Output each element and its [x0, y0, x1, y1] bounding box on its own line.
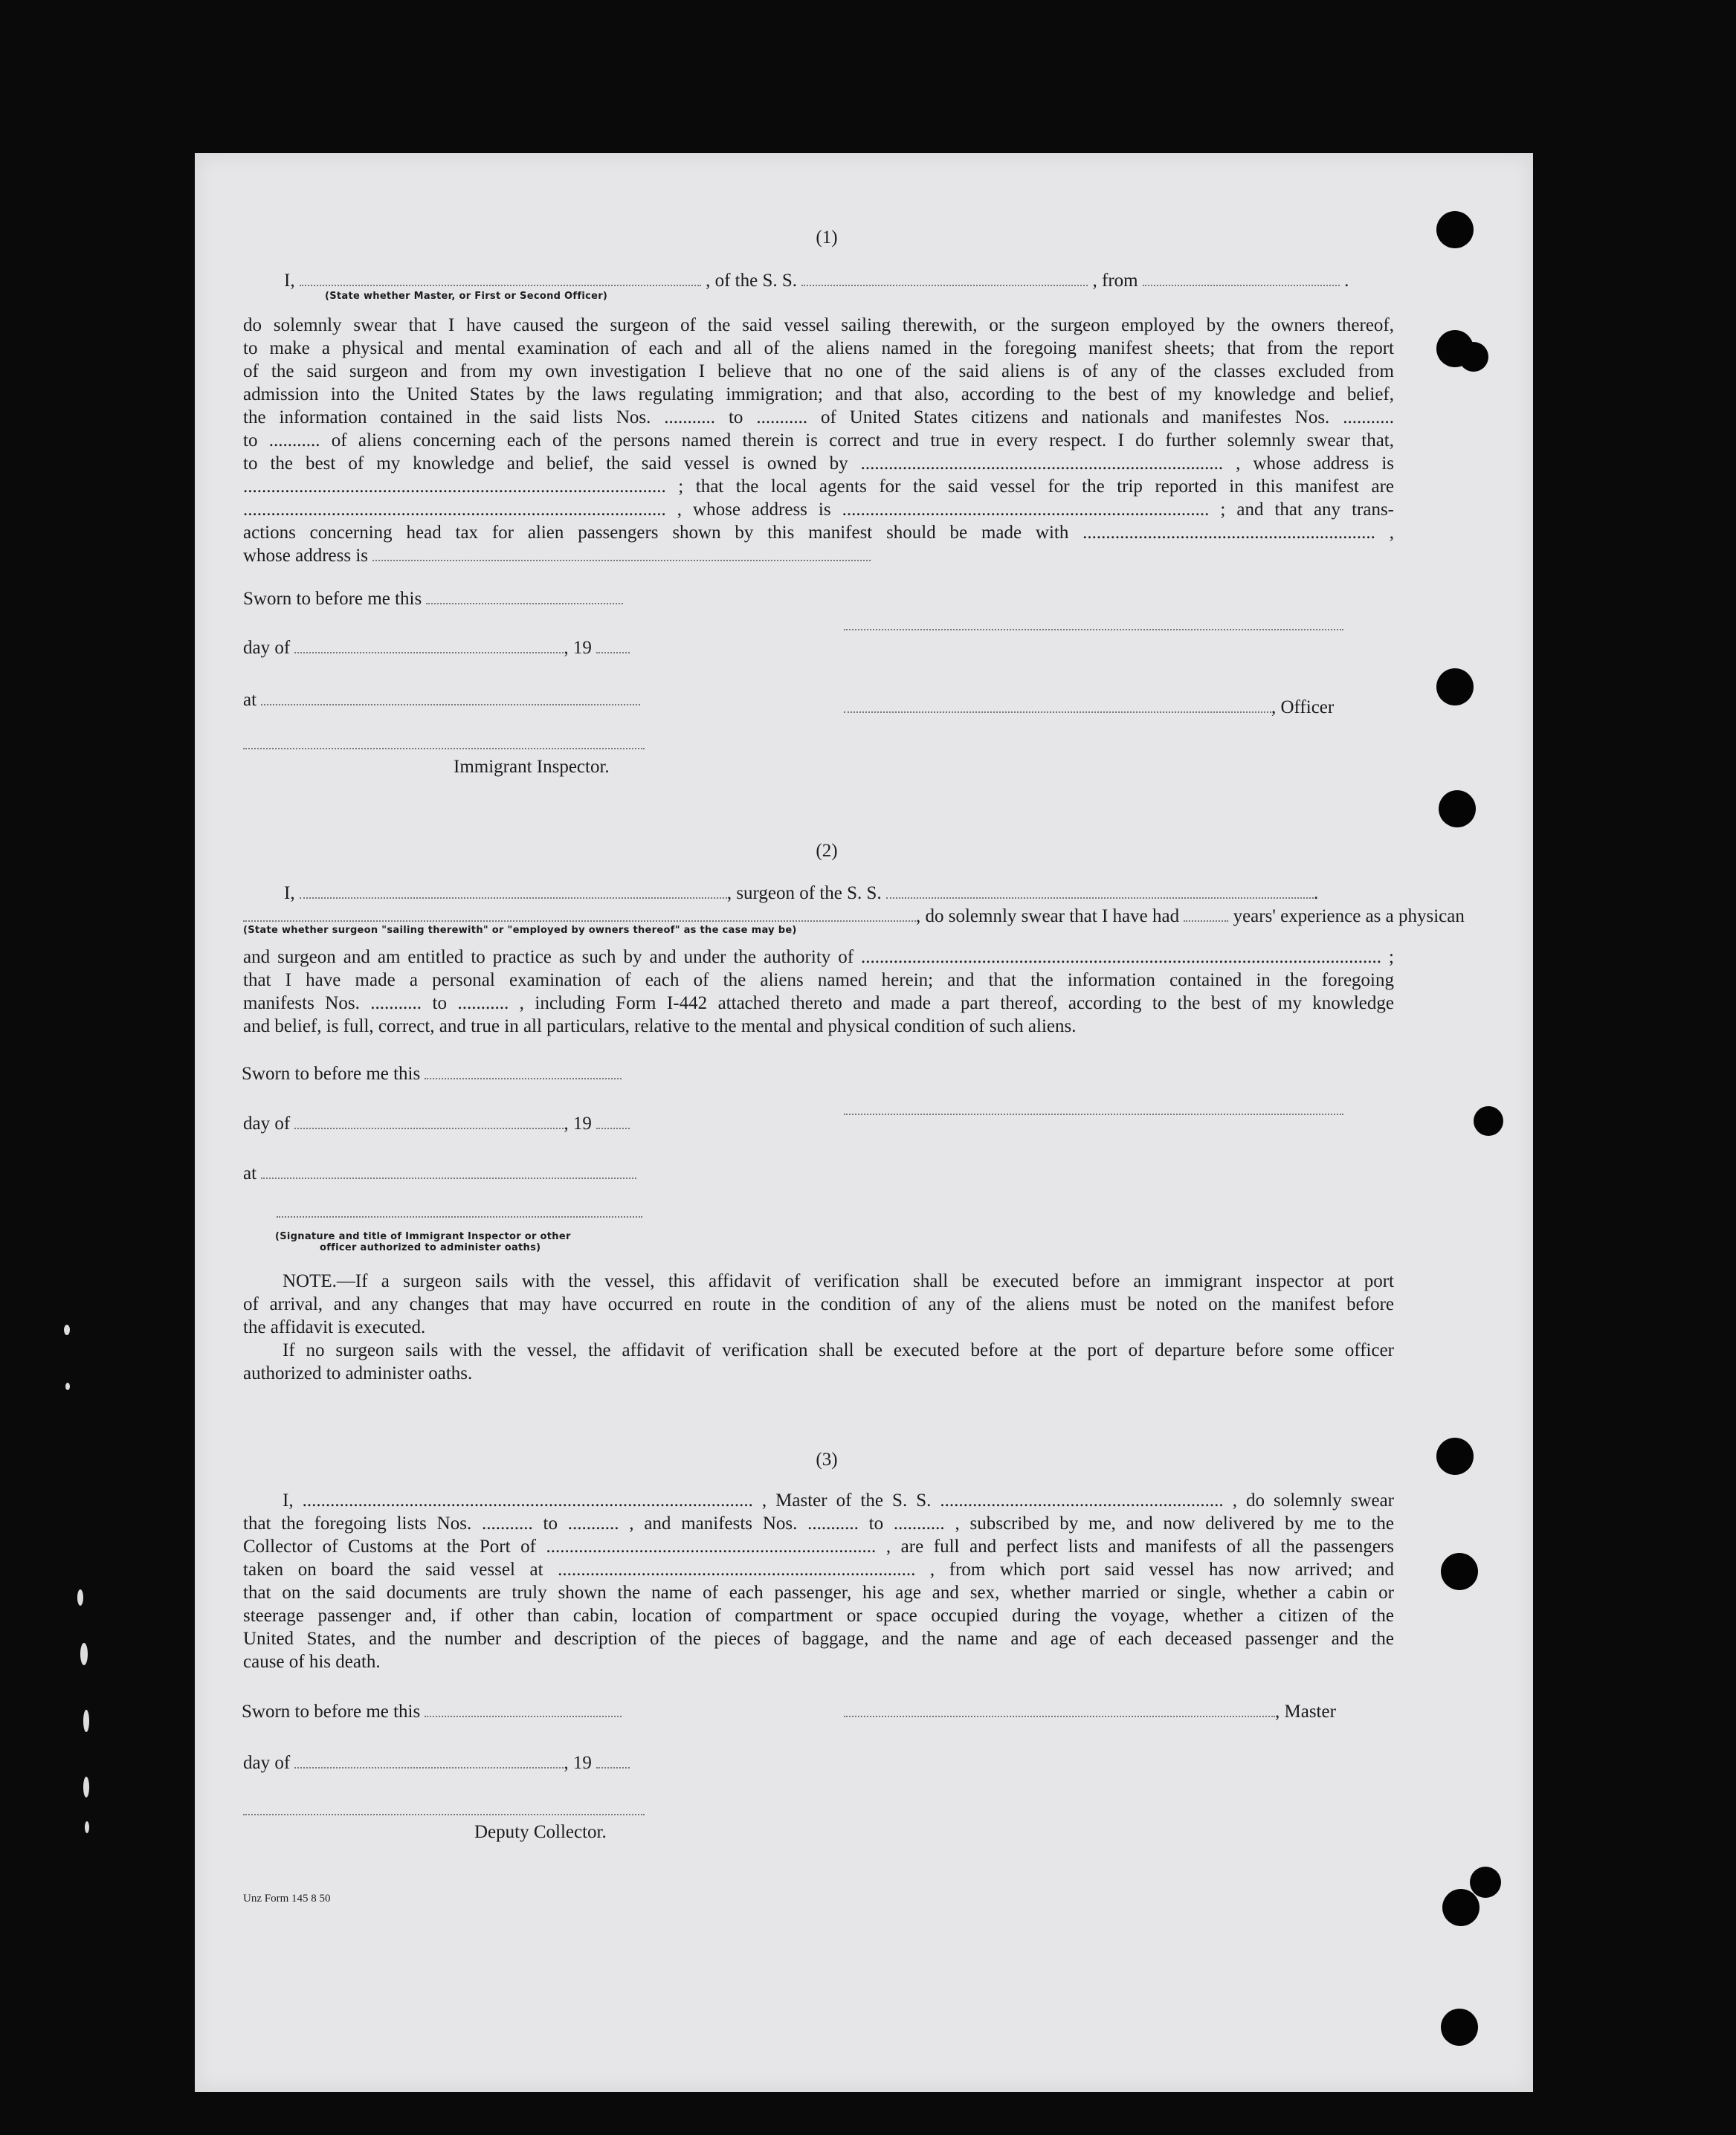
scan-speck: [83, 1710, 89, 1732]
scan-speck: [83, 1777, 89, 1798]
day-of-line: [243, 636, 630, 659]
section-1-para-line: the information contained in the said lists Nos. ........... to ........... of United States citizens and nationals and manifestes Nos. ...........: [243, 407, 1394, 427]
section-3-para-line: that the foregoing lists Nos. ........... to ........... , and manifests Nos. ........... to ........... , subscribed by me, and now delivered by me to the: [243, 1514, 1394, 1534]
section-3-last-line: cause of his death.: [243, 1652, 381, 1672]
whose-address-line: [243, 544, 871, 567]
of-the-ss-label: , of the S. S.: [706, 271, 798, 291]
section-3-para-line: that on the said documents are truly shown the name of each passenger, his age and sex, whether married or single, whether a cabin or: [243, 1583, 1394, 1603]
period: .: [1344, 271, 1349, 291]
oath-i: I,: [284, 883, 295, 903]
section-1-para-line: ........................................................................................... , whose address is ............................................................................... ; and that any trans-: [243, 500, 1394, 520]
signature-line: [844, 627, 1343, 630]
at-line: [243, 1162, 636, 1185]
section-3-para-line: steerage passenger and, if other than cabin, location of compartment or space occupied during the voyage, whether a citizen of the: [243, 1606, 1394, 1626]
section-2-para-line: manifests Nos. ........... to ........... , including Form I-442 attached thereto and made a part thereof, according to the best of my knowledge: [243, 993, 1394, 1013]
note-para-line: of arrival, and any changes that may have occurred en route in the condition of any of the aliens must be noted on the manifest before: [243, 1294, 1394, 1314]
binder-hole: [1474, 1106, 1503, 1136]
day-of-line: [243, 1112, 630, 1135]
binder-hole: [1441, 2009, 1478, 2046]
section-1-para-line: to make a physical and mental examination of each and all of the aliens named in the foregoing manifest sheets; that from the report: [243, 338, 1394, 358]
note2-para-last: authorized to administer oaths.: [243, 1363, 473, 1383]
binder-hole: [1442, 1889, 1480, 1926]
section-2-line-1: [284, 882, 1318, 905]
binder-hole: [1441, 1553, 1478, 1590]
section-1-para-line: of the said surgeon and from my own investigation I believe that no one of the said aliens is of any of the classes excluded from: [243, 361, 1394, 381]
sworn-text: Sworn to before me this: [242, 1064, 421, 1084]
section-2-last-line: and belief, is full, correct, and true in all particulars, relative to the mental and physical condition of such aliens.: [243, 1016, 1077, 1036]
binder-hole: [1436, 211, 1474, 248]
binder-hole: [1439, 790, 1476, 827]
sworn-label: [243, 587, 623, 610]
from-label: , from: [1092, 271, 1138, 291]
signature-title-note: officer authorized to administer oaths): [320, 1242, 541, 1253]
section-3-para-line: I, ................................................................................................. , Master of the S. S. ............................................................. , do solemnly swear: [283, 1490, 1394, 1511]
section-1-number: (1): [816, 227, 838, 248]
sworn-label: [242, 1062, 622, 1085]
year-prefix: , 19: [564, 638, 592, 658]
section-1-para-line: admission into the United States by the laws regulating immigration; and that also, according to the best of my knowledge and belief,: [243, 384, 1394, 404]
at-line: [243, 688, 640, 711]
year-prefix: , 19: [564, 1753, 592, 1773]
inspector-signature-line: [277, 1215, 642, 1218]
scan-speck: [85, 1821, 89, 1833]
officer-signature: [844, 696, 1334, 719]
section-1-para-line: do solemnly swear that I have caused the surgeon of the said vessel sailing therewith, or the surgeon employed by the owners thereof,: [243, 315, 1394, 335]
binder-hole: [1436, 668, 1474, 705]
section-3-para-line: taken on board the said vessel at ............................................................................. , from which port said vessel has now arrived; and: [243, 1560, 1394, 1580]
section-2-para-line: that I have made a personal examination of each of the aliens named herein; and that the information contained in the foregoing: [243, 970, 1394, 990]
deputy-signature-line: [243, 1812, 645, 1815]
swear-text: , do solemnly swear that I have had: [916, 906, 1180, 926]
section-1-para-line: actions concerning head tax for alien passengers shown by this manifest should be made with ............................................................... ,: [243, 523, 1394, 543]
section-1-line-1: [284, 269, 1349, 292]
master-signature: [844, 1700, 1336, 1723]
scan-speck: [77, 1589, 83, 1606]
deputy-collector-label: Deputy Collector.: [474, 1822, 607, 1842]
immigrant-inspector-label: Immigrant Inspector.: [454, 757, 610, 777]
section-3-number: (3): [816, 1450, 838, 1470]
surgeon-of-ss-label: , surgeon of the S. S.: [726, 883, 882, 903]
at-label: at: [243, 690, 257, 710]
sworn-text: Sworn to before me this: [242, 1702, 421, 1722]
section-1-para-line: to the best of my knowledge and belief, the said vessel is owned by .............................................................................. , whose address is: [243, 453, 1394, 474]
officer-label: , Officer: [1271, 697, 1335, 717]
surgeon-type-note: (State whether surgeon "sailing therewith" or "employed by owners thereof" as the case may be): [243, 925, 797, 936]
scan-speck: [64, 1325, 70, 1335]
whose-address-label: whose address is: [243, 546, 369, 566]
day-of-label: day of: [243, 638, 291, 658]
period: .: [1313, 883, 1319, 903]
section-2-number: (2): [816, 841, 838, 861]
section-1-para-line: ........................................................................................... ; that the local agents for the said vessel for the trip reported in this manifest are: [243, 477, 1394, 497]
sworn-label: [242, 1700, 622, 1723]
oath-i: I,: [284, 271, 295, 291]
signature-line: [844, 1112, 1343, 1115]
note-para-line: NOTE.—If a surgeon sails with the vessel, this affidavit of verification shall be executed before an immigrant inspector at port: [283, 1271, 1394, 1291]
sworn-text: Sworn to before me this: [243, 589, 422, 609]
scan-speck: [80, 1643, 88, 1665]
section-3-para-line: United States, and the number and description of the pieces of baggage, and the name and age of each deceased passenger and the: [243, 1629, 1394, 1649]
day-of-line: [243, 1751, 630, 1774]
inspector-signature-line: [243, 746, 645, 749]
form-number: Unz Form 145 8 50: [243, 1893, 331, 1905]
binder-hole: [1436, 1438, 1474, 1475]
at-label: at: [243, 1163, 257, 1183]
scan-speck: [65, 1383, 70, 1390]
note-para-last: the affidavit is executed.: [243, 1317, 426, 1337]
manifest-form-page: [195, 153, 1533, 2092]
section-3-para-line: Collector of Customs at the Port of ....................................................................... , are full and perfect lists and manifests of all the passengers: [243, 1537, 1394, 1557]
years-experience-text: years' experience as a physican: [1233, 906, 1465, 926]
binder-hole: [1470, 1867, 1501, 1898]
signature-title-note: (Signature and title of Immigrant Inspector or other: [275, 1231, 571, 1242]
section-2-para-line: and surgeon and am entitled to practice as such by and under the authority of ................................................................................................................ ;: [243, 947, 1394, 967]
note2-para-line: If no surgeon sails with the vessel, the affidavit of verification shall be executed before at the port of departure before some officer: [283, 1340, 1394, 1360]
day-of-label: day of: [243, 1753, 291, 1773]
day-of-label: day of: [243, 1114, 291, 1134]
year-prefix: , 19: [564, 1114, 592, 1134]
master-label: , Master: [1275, 1702, 1336, 1722]
binder-hole: [1459, 342, 1488, 372]
section-1-para-line: to ........... of aliens concerning each of the persons named therein is correct and true in every respect. I do further solemnly swear that,: [243, 430, 1394, 450]
officer-rank-note: (State whether Master, or First or Second Officer): [325, 291, 608, 302]
